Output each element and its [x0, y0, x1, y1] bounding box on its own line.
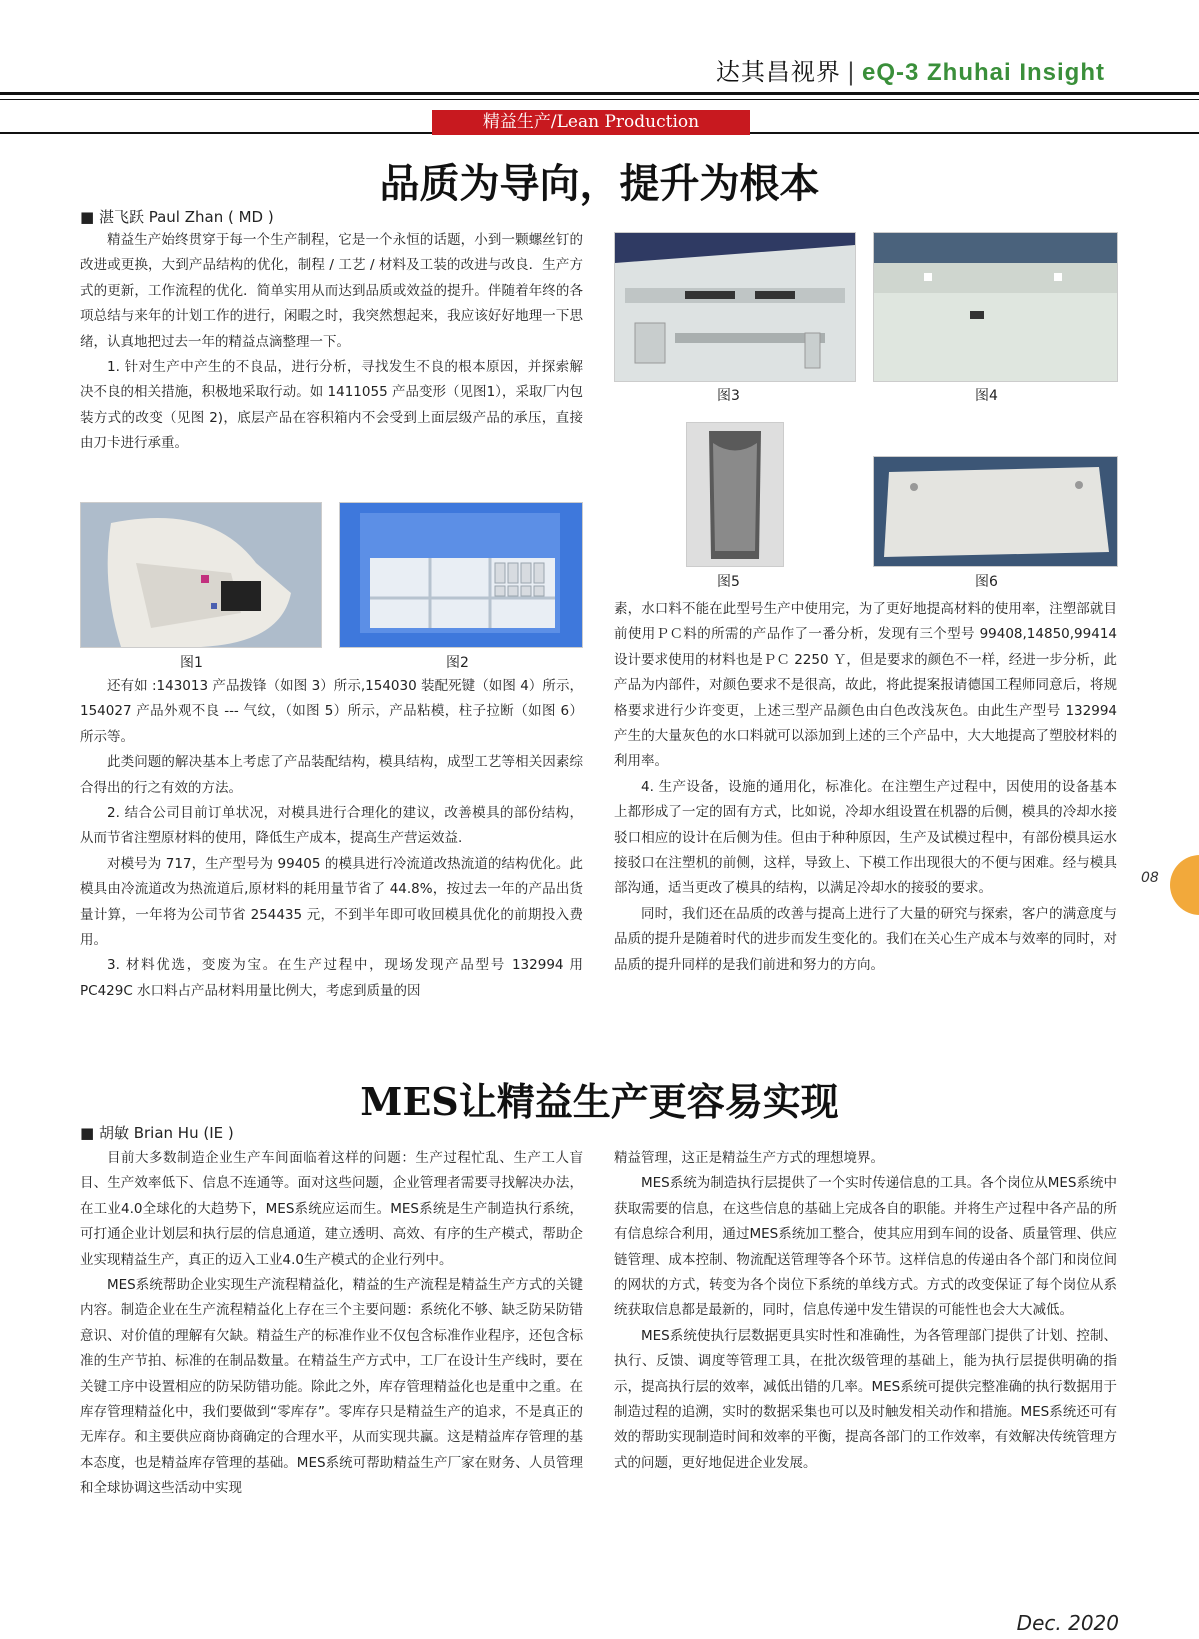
- paragraph: 对模号为 717，生产型号为 99405 的模具进行冷流道改热流道的结构优化。此模具由冷流道改为热流道后,原材料的耗用量节省了 44.8%，按过去一年的产品出货量计算，一年将为公司节省 254435 元，不到半年即可收回模具优化的前期投入费用。: [80, 855, 583, 949]
- product-panel-image: [874, 457, 1117, 566]
- paragraph: 目前大多数制造企业生产车间面临着这样的问题：生产过程忙乱、生产工人盲目、生产效率低下、信息不连通等。面对这些问题，企业管理者需要寻找解决办法，在工业4.0全球化的大趋势下，MES系统应运而生。MES系统是生产制造执行系统，可打通企业计划层和执行层的信息通道，建立透明、高效、有序的生产模式，帮助企业实现精益生产，真正的迈入工业4.0生产模式的企业行列中。: [80, 1150, 583, 1268]
- packaging-box-image: [340, 503, 582, 647]
- figure-5-caption: 图5: [717, 574, 740, 590]
- figure-4-photo: [873, 232, 1118, 382]
- issue-date: Dec. 2020: [1016, 1611, 1119, 1635]
- paragraph: 精益生产始终贯穿于每一个生产制程，它是一个永恒的话题，小到一颗螺丝钉的改进或更换，大到产品结构的优化，制程 / 工艺 / 材料及工装的改进与改良．生产方式的更新，工作流程的优化．简单实用从而达到品质或效益的提升。伴随着年终的各项总结与来年的计划工作的进行，闲暇之时，我突然想起来，我应该好好地理一下思绪，认真地把过去一年的精益点滴整理一下。: [80, 232, 583, 350]
- header-en-title: eQ-3 Zhuhai Insight: [861, 59, 1105, 86]
- product-bar-image: [874, 233, 1117, 381]
- paragraph: 此类问题的解决基本上考虑了产品装配结构，模具结构，成型工艺等相关因素综合得出的行之有效的方法。: [80, 754, 583, 796]
- paragraph: 1. 针对生产中产生的不良品，进行分析，寻找发生不良的根本原因，并探索解决不良的相关措施，积极地采取行动。如 1411055 产品变形（见图1），采取厂内包装方式的改变（见图 2)，底层产品在容积箱内不会受到上面层级产品的承压，直接由刀卡进行承重。: [80, 359, 583, 452]
- figure-4-caption: 图4: [975, 388, 998, 404]
- article2-right-col: [614, 1146, 1117, 1476]
- paragraph: 同时，我们还在品质的改善与提高上进行了大量的研究与探索，客户的满意度与品质的提升是随着时代的进步而发生变化的。我们在关心生产成本与效率的同时，对品质的提升同样的是我们前进和努力的方向。: [614, 905, 1117, 973]
- magazine-header: [716, 52, 1105, 87]
- figure-6-photo: [873, 456, 1118, 567]
- article2-byline: ■ 胡敏 Brian Hu (IE ): [80, 1124, 234, 1142]
- figure-5-photo: [686, 422, 784, 567]
- article2-left-col: [80, 1146, 583, 1502]
- figure-1-caption: 图1: [180, 655, 203, 671]
- paragraph: 精益管理，这正是精益生产方式的理想境界。: [614, 1150, 884, 1166]
- paragraph: 2. 结合公司目前订单状况，对模具进行合理化的建议，改善模具的部份结构，从而节省注塑原材料的使用，降低生产成本，提高生产营运效益.: [80, 805, 583, 847]
- product-cover-image: [687, 423, 783, 566]
- paragraph: 还有如 :143013 产品拨锋（如图 3）所示,154030 装配死键（如图 4）所示，154027 产品外观不良 --- 气纹，（如图 5）所示，产品粘模，柱子拉断（如图 6）所示等。: [80, 678, 583, 745]
- paragraph: 3. 材料优选，变废为宝。在生产过程中，现场发现产品型号 132994 用 PC429C 水口料占产品材料用量比例大，考虑到质量的因: [80, 957, 583, 999]
- header-separator: |: [846, 58, 856, 86]
- paragraph: 4. 生产设备，设施的通用化，标准化。在注塑生产过程中，因使用的设备基本上都形成了一定的固有方式，比如说，冷却水组设置在机器的后侧，模具的冷却水接驳口相应的设计在后侧为佳。但由于种种原因，生产及试模过程中，有部份模具运水接驳口在注塑机的前侧，这样，导致上、下模工作出现很大的不便与困难。经与模具部沟通，适当更改了模具的结构，以满足冷却水的接驳的要求。: [614, 778, 1117, 897]
- article1-right-col: [614, 597, 1117, 978]
- paragraph: MES系统帮助企业实现生产流程精益化，精益的生产流程是精益生产方式的关键内容。制造企业在生产流程精益化上存在三个主要问题：系统化不够、缺乏防呆防错意识、对价值的理解有欠缺。精益生产的标准作业不仅包含标准作业程序，还包含标准的生产节拍、标准的在制品数量。在精益生产方式中，工厂在设计生产线时，要在关键工序中设置相应的防呆防错功能。除此之外，库存管理精益化也是重中之重。在库存管理精益化中，我们要做到“零库存”。零库存只是精益生产的追求，不是真正的无库存。和主要供应商协商确定的合理水平，从而实现共赢。这是精益库存管理的基本态度，也是精益库存管理的基础。MES系统可帮助精益生产厂家在财务、人员管理和全球协调这些活动中实现: [80, 1277, 583, 1497]
- page-tab-marker: [1170, 855, 1199, 915]
- header-cn-title: 达其昌视界: [715, 58, 841, 86]
- figure-6-caption: 图6: [975, 574, 998, 590]
- paragraph: MES系统为制造执行层提供了一个实时传递信息的工具。各个岗位从MES系统中获取需要的信息，在这些信息的基础上完成各自的职能。并将生产过程中各产品的所有信息综合利用，通过MES系统加工整合，使其应用到车间的设备、质量管理、供应链管理、成本控制、物流配送管理等各个环节。这样信息的传递由各个部门和岗位间的网状的方式，转变为各个岗位下系统的单线方式。方式的改变保证了每个岗位从系统获取信息都是最新的，同时，信息传递中发生错误的可能性也会大大减低。: [614, 1175, 1117, 1319]
- header-rule-thin: [0, 99, 1199, 100]
- article2-title: MES让精益生产更容易实现: [360, 1079, 839, 1124]
- figure-2-photo: [339, 502, 583, 648]
- article1-left-col-bottom: [80, 674, 583, 1004]
- figure-2-caption: 图2: [446, 655, 469, 671]
- page-number: 08: [1141, 870, 1159, 886]
- product-housing-image: [81, 503, 321, 647]
- paragraph: 素，水口料不能在此型号生产中使用完，为了更好地提高材料的使用率，注塑部就目前使用ＰＣ料的所需的产品作了一番分析，发现有三个型号 99408,14850,99414 设计要求使用的材料也是ＰＣ 2250 Ｙ，但是要求的颜色不一样，经进一步分析，此产品为内部件，对颜色要求不是很高，故此，将此提案报请德国工程师同意后，将规格要求进行少许变更，上述三型产品颜色由白色改浅灰色。由此生产型号 132994 产生的大量灰色的水口料就可以添加到上述的三个产品中，大大地提高了塑胶材料的利用率。: [614, 601, 1117, 770]
- figure-3-photo: [614, 232, 856, 382]
- figure-3-caption: 图3: [717, 388, 740, 404]
- article1-left-col-top: [80, 228, 583, 457]
- figure-1-photo: [80, 502, 322, 648]
- article1-byline: ■ 湛飞跃 Paul Zhan ( MD ): [80, 208, 274, 226]
- header-rule-thick: [0, 92, 1199, 95]
- product-part-image: [615, 233, 855, 381]
- section-tag: 精益生产/Lean Production: [432, 110, 750, 135]
- paragraph: MES系统使执行层数据更具实时性和准确性，为各管理部门提供了计划、控制、执行、反馈、调度等管理工具，在批次级管理的基础上，能为执行层提供明确的指示，提高执行层的效率，减低出错的几率。MES系统可提供完整准确的执行数据用于制造过程的追溯，实时的数据采集也可以及时触发相关动作和措施。MES系统还可有效的帮助实现制造时间和效率的平衡，提高各部门的工作效率，有效解决传统管理方式的问题，更好地促进企业发展。: [614, 1327, 1117, 1471]
- article1-title: 品质为导向，提升为根本: [379, 160, 820, 207]
